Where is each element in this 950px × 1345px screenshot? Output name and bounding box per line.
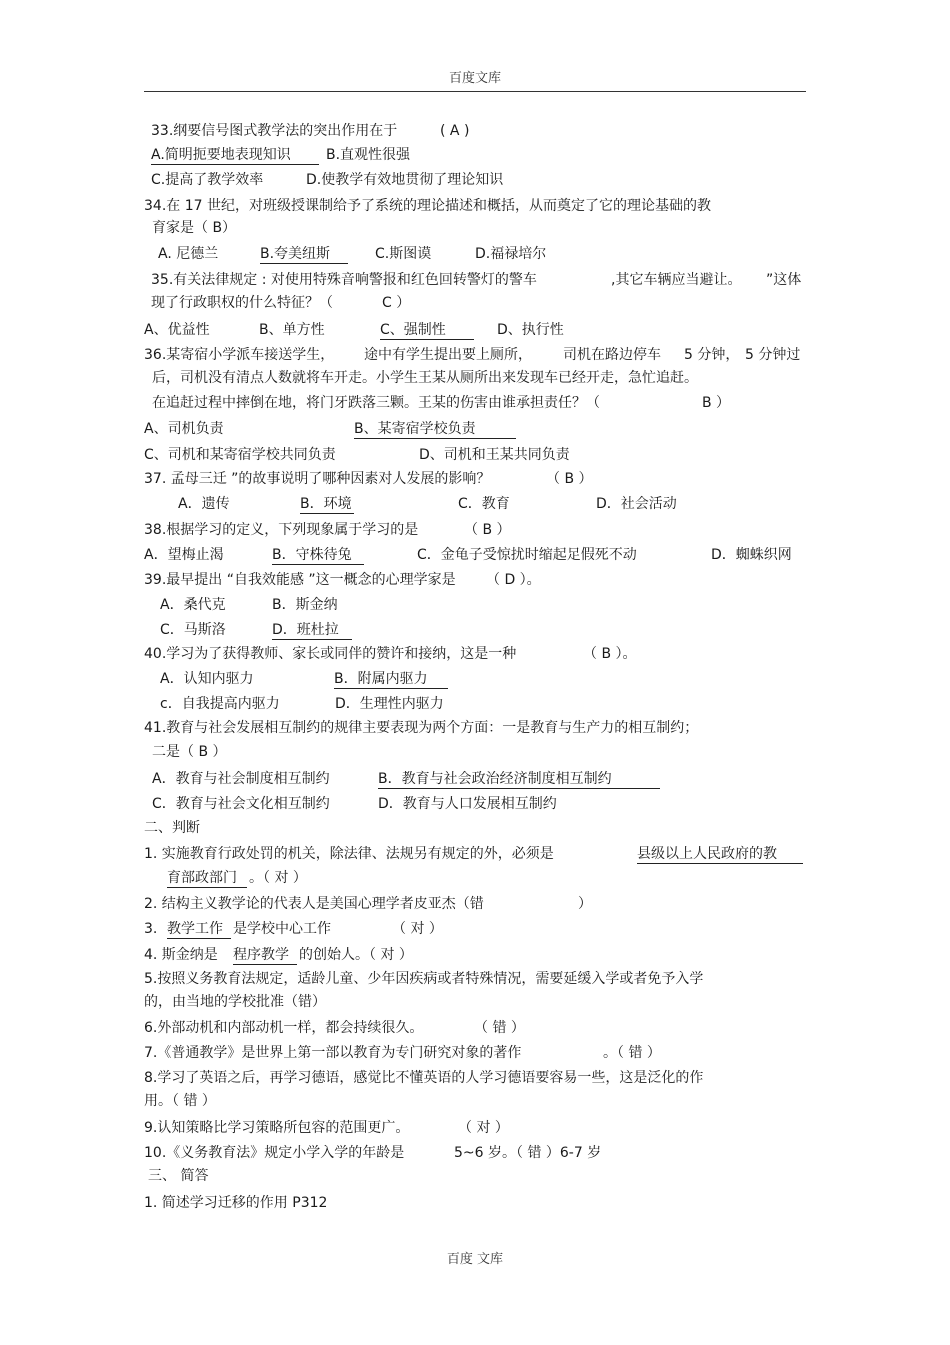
q41-option-b: B．教育与社会政治经济制度相互制约 [378,770,660,789]
page-footer: 百度 文库 [446,1252,504,1267]
q33-option-c: C.提高了教学效率 [151,172,264,188]
section-short-answer-title: 三、 简答 [148,1168,209,1184]
q33-option-b: B.直观性很强 [326,147,411,163]
q35-option-c: C、强制性 [380,321,474,340]
q40-option-c: c．自我提高内驱力 [160,696,280,712]
q39-option-d: D．班杜拉 [272,621,352,640]
q34-stem-line1: 34.在 17 世纪，对班级授课制给予了系统的理论描述和概括，从而奠定了它的理论基础的教 [144,198,711,214]
q41-option-c: C．教育与社会文化相互制约 [152,796,330,812]
page-header: 百度文库 [448,71,501,86]
judgment-3-text: 是学校中心工作 [233,921,331,937]
judgment-2-text: 2. 结构主义教学论的代表人是美国心理学者皮亚杰（错 [144,896,484,912]
q38-option-c: C．金龟子受惊扰时缩起足假死不动 [417,547,637,563]
q38-option-b: B．守株待兔 [272,546,364,565]
q35-stem-line1c: ”这体 [766,272,802,288]
q40-option-b: B．附属内驱力 [334,670,448,689]
judgment-4-text: 的创始人。（ 对 ） [299,947,413,963]
q35-stem-line1a: 35.有关法律规定 : 对使用特殊音响警报和红色回转警灯的警车 [151,272,537,288]
q38-answer: （ B ） [464,522,511,538]
q36-stem-line1b: 途中有学生提出要上厕所， [364,347,532,363]
q37-option-b: B．环境 [300,495,354,514]
q39-option-c: C．马斯洛 [160,622,226,638]
q37-option-a: A．遗传 [178,496,230,512]
q35-option-d: D、执行性 [497,322,564,338]
q41-option-d: D．教育与人口发展相互制约 [378,796,557,812]
q36-stem-line2: 后，司机没有清点人数就将车开走。小学生王某从厕所出来发现车已经开走，急忙追赶。 [152,370,698,386]
q35-option-a: A、优益性 [144,322,210,338]
judgment-1-answer: 。（ 对 ） [249,870,307,886]
q39-stem: 39.最早提出 “自我效能感 ”这一概念的心理学家是 [144,572,456,588]
judgment-1-underline-2: 育部政部门 [167,869,247,888]
q37-option-c: C．教育 [458,496,510,512]
judgment-4-underline: 程序教学 [233,946,297,965]
q38-option-a: A．望梅止渴 [144,547,224,563]
q36-stem-line3a: 在追赶过程中摔倒在地，将门牙跌落三颗。王某的伤害由谁承担责任？（ [152,395,600,411]
judgment-7-answer: 。（ 错 ） [603,1045,661,1061]
header-divider [144,91,806,92]
q40-stem: 40.学习为了获得教师、家长或同伴的赞许和接纳，这是一种 [144,646,517,662]
q36-answer: B ） [702,395,731,411]
q37-option-d: D．社会活动 [596,496,677,512]
q41-stem-line1: 41.教育与社会发展相互制约的规律主要表现为两个方面：一是教育与生产力的相互制约； [144,720,699,736]
q35-stem-line1b: ,其它车辆应当避让。 [611,272,742,288]
q36-stem-line1d: 5 分钟， [684,347,740,363]
judgment-3-prefix: 3. [144,921,158,937]
q35-answer: C ） [382,295,411,311]
judgment-1-text: 1. 实施教育行政处罚的机关，除法律、法规另有规定的外，必须是 [144,846,554,862]
q36-option-b: B、某寄宿学校负责 [354,420,516,439]
judgment-4-prefix: 4. 斯金纳是 [144,947,218,963]
judgment-5-line2: 的，由当地的学校批准（错） [144,994,326,1010]
q41-stem-line2: 二是（ B ） [152,744,227,760]
q34-stem-line2: 育家是（ B） [152,220,237,236]
judgment-6-answer: （ 错 ） [474,1020,525,1036]
q36-stem-line1a: 36.某寄宿小学派车接送学生， [144,347,335,363]
q35-option-b: B、单方性 [259,322,325,338]
q33-answer: ( A ) [440,123,470,139]
q36-option-c: C、司机和某寄宿学校共同负责 [144,447,336,463]
q40-option-d: D．生理性内驱力 [335,696,444,712]
q34-option-b: B.夸美纽斯 [260,245,348,264]
q37-answer: （ B ） [546,471,593,487]
q35-stem-line2a: 现了行政职权的什么特征？（ [151,295,333,311]
q39-answer: （ D ）。 [486,572,541,588]
q33-option-a: A.简明扼要地表现知识 [151,146,319,165]
q39-option-b: B．斯金纳 [272,597,338,613]
q33-stem: 33.纲要信号图式教学法的突出作用在于 [151,123,398,139]
q34-option-d: D.福禄培尔 [475,246,547,262]
judgment-3-underline: 教学工作 [167,920,231,939]
q37-stem: 37. 孟母三迁 ”的故事说明了哪种因素对人发展的影响？ [144,471,491,487]
q38-stem: 38.根据学习的定义，下列现象属于学习的是 [144,522,419,538]
q36-option-a: A、司机负责 [144,421,224,437]
judgment-8-line1: 8.学习了英语之后，再学习德语，感觉比不懂英语的人学习德语要容易一些，这是泛化的作 [144,1070,704,1086]
judgment-3-answer: （ 对 ） [392,921,443,937]
judgment-2-answer: ） [578,896,592,912]
section-judgment-title: 二、判断 [144,820,200,836]
judgment-1-underline-1: 县级以上人民政府的教 [637,845,803,864]
q38-option-d: D．蜘蛛织网 [711,547,792,563]
judgment-5-line1: 5.按照义务教育法规定，适龄儿童、少年因疾病或者特殊情况，需要延缓入学或者免予入学 [144,971,704,987]
q40-answer: （ B ）。 [583,646,637,662]
q34-option-c: C.斯图谟 [375,246,432,262]
judgment-7-text: 7.《普通教学》是世界上第一部以教育为专门研究对象的著作 [144,1045,522,1061]
judgment-8-line2: 用。（ 错 ） [144,1093,216,1109]
judgment-10-answer: 5~6 岁。（ 错 ）6-7 岁 [454,1145,602,1161]
short-answer-1: 1. 简述学习迁移的作用 P312 [144,1195,328,1211]
q39-option-a: A．桑代克 [160,597,226,613]
judgment-9-text: 9.认知策略比学习策略所包容的范围更广。 [144,1120,410,1136]
q34-option-a: A. 尼德兰 [158,246,219,262]
q41-option-a: A．教育与社会制度相互制约 [152,771,330,787]
q33-option-d: D.使教学有效地贯彻了理论知识 [306,172,504,188]
judgment-10-text: 10.《义务教育法》规定小学入学的年龄是 [144,1145,405,1161]
judgment-9-answer: （ 对 ） [458,1120,509,1136]
q40-option-a: A．认知内驱力 [160,671,254,687]
q36-stem-line1e: 5 分钟过 [745,347,801,363]
judgment-6-text: 6.外部动机和内部动机一样，都会持续很久。 [144,1020,424,1036]
q36-stem-line1c: 司机在路边停车 [563,347,661,363]
q36-option-d: D、司机和王某共同负责 [419,447,570,463]
